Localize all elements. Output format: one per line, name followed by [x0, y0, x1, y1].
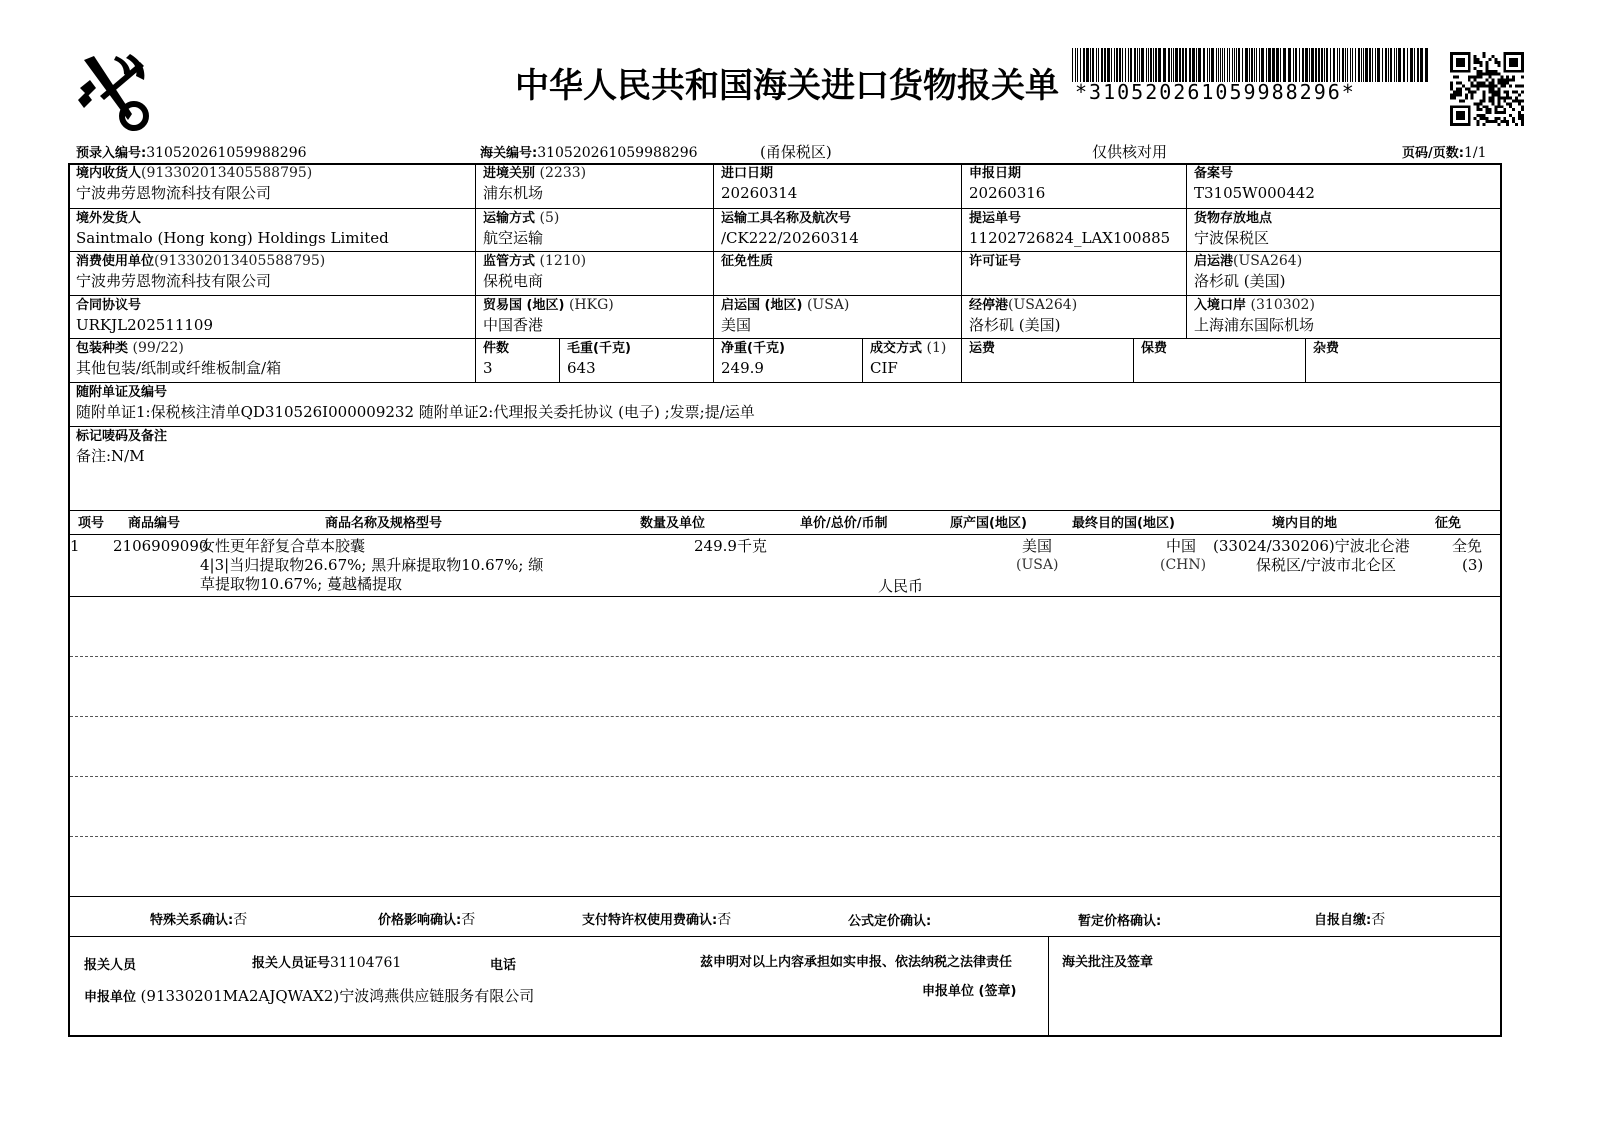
- customs-sign-label: 海关批注及签章: [1062, 955, 1154, 970]
- supervision-cell: 监管方式 (1210) 保税电商: [483, 253, 587, 290]
- col-header-destination: 最终目的国(地区): [1072, 516, 1175, 531]
- col-header-item-no: 项号: [78, 516, 105, 531]
- pre-entry-number: 预录入编号:310520261059988296: [76, 145, 307, 161]
- col-header-name: 商品名称及规格型号: [325, 516, 443, 531]
- customs-emblem-logo: [70, 50, 160, 132]
- consumer-cell: 消费使用单位(913302013405588795) 宁波弗劳恩物流科技有限公司: [76, 253, 326, 290]
- entry-customs-cell: 进境关别 (2233) 浦东机场: [483, 165, 587, 202]
- self-report-confirm: 自报自缴:否: [1314, 912, 1386, 928]
- freight-cell: 运费: [969, 341, 996, 356]
- exemption-cell: 征免性质: [721, 254, 774, 269]
- col-header-levy: 征免: [1435, 516, 1462, 531]
- col-header-origin: 原产国(地区): [950, 516, 1027, 531]
- verify-only-note: 仅供核对用: [1092, 143, 1168, 161]
- declarant-cert: 报关人员证号31104761: [252, 955, 402, 971]
- price-influence-confirm: 价格影响确认:否: [378, 912, 476, 928]
- special-relation-confirm: 特殊关系确认:否: [150, 912, 248, 928]
- vessel-cell: 运输工具名称及航次号 /CK222/20260314: [721, 211, 859, 247]
- bill-no-cell: 提运单号 11202726824_LAX100885: [969, 211, 1171, 247]
- legal-statement: 兹申明对以上内容承担如实申报、依法纳税之法律责任: [700, 955, 1013, 970]
- entry-port-cell: 入境口岸 (310302) 上海浦东国际机场: [1194, 297, 1315, 334]
- attached-docs-cell: 随附单证及编号 随附单证1:保税核注清单QD310526I000009232 随附单证2:代理报关委托协议 (电子) ;发票;提/运单: [76, 385, 755, 421]
- royalty-confirm: 支付特许权使用费确认:否: [582, 912, 732, 928]
- page-title: 中华人民共和国海关进口货物报关单: [515, 66, 1059, 106]
- trade-country-cell: 贸易国 (地区) (HKG) 中国香港: [483, 297, 614, 334]
- license-cell: 许可证号: [969, 254, 1022, 269]
- bonded-zone: (甬保税区): [760, 143, 832, 161]
- declarant-label: 报关人员: [84, 958, 137, 973]
- misc-fee-cell: 杂费: [1313, 341, 1340, 356]
- package-type-cell: 包装种类 (99/22) 其他包装/纸制或纤维板制盒/箱: [76, 340, 282, 377]
- barcode-text: *310520261059988296*: [1075, 80, 1356, 104]
- import-date-cell: 进口日期 20260314: [721, 166, 798, 202]
- net-weight-cell: 净重(千克) 249.9: [721, 341, 785, 377]
- contract-cell: 合同协议号 URKJL202511109: [76, 298, 214, 334]
- consignee-cell: 境内收货人(91330201340558879​5) 宁波弗劳恩物流科技有限公司: [76, 165, 313, 202]
- record-no-cell: 备案号 T3105W000442: [1194, 166, 1315, 202]
- customs-number: 海关编号:310520261059988296: [480, 145, 698, 161]
- origin-country-cell: 启运国 (地区) (USA) 美国: [721, 297, 850, 334]
- seal-label: 申报单位 (签章): [922, 984, 1017, 999]
- pieces-cell: 件数 3: [483, 341, 510, 377]
- declare-date-cell: 申报日期 20260316: [969, 166, 1046, 202]
- transit-port-cell: 经停港(USA264) 洛杉矶 (美国): [969, 297, 1078, 334]
- deal-mode-cell: 成交方式 (1) CIF: [870, 340, 947, 377]
- storage-cell: 货物存放地点 宁波保税区: [1194, 211, 1273, 247]
- transport-mode-cell: 运输方式 (5) 航空运输: [483, 210, 560, 247]
- insurance-cell: 保费: [1141, 341, 1168, 356]
- formula-price-confirm: 公式定价确认:: [848, 914, 932, 929]
- col-header-quantity: 数量及单位: [640, 516, 706, 531]
- declare-unit: 申报单位 (91330201MA2AJQWAX2)宁波鸿燕供应链服务有限公司: [84, 987, 535, 1005]
- col-header-hs-code: 商品编号: [128, 516, 181, 531]
- shipper-cell: 境外发货人 Saintmalo (Hong kong) Holdings Limited: [76, 211, 389, 247]
- barcode: [1072, 48, 1428, 82]
- qr-code: [1450, 52, 1524, 126]
- consignee-value: 宁波弗劳恩物流科技有限公司: [76, 184, 272, 202]
- col-header-price: 单价/总价/币制: [800, 516, 888, 531]
- tentative-price-confirm: 暂定价格确认:: [1078, 914, 1162, 929]
- gross-weight-cell: 毛重(千克) 643: [567, 341, 631, 377]
- page-indicator: 页码/页数:1/1: [1402, 145, 1487, 161]
- phone-label: 电话: [490, 958, 517, 973]
- col-header-domestic-dest: 境内目的地: [1272, 516, 1338, 531]
- departure-port-cell: 启运港(USA264) 洛杉矶 (美国): [1194, 253, 1303, 290]
- marks-cell: 标记唛码及备注 备注:N/M: [76, 429, 168, 465]
